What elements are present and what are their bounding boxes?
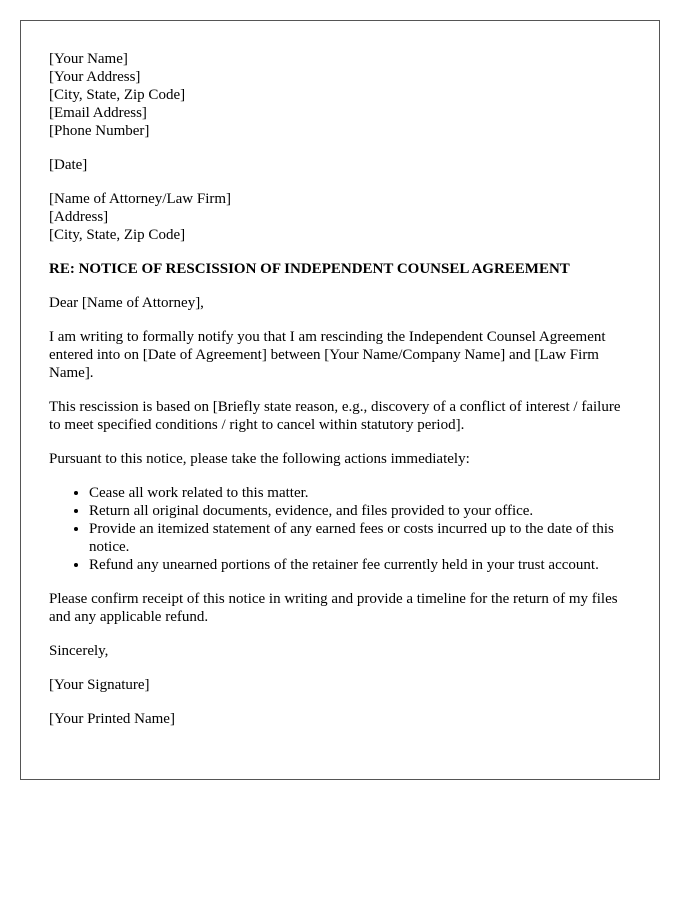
sender-phone: [Phone Number] <box>49 123 150 139</box>
recipient-block <box>49 190 631 244</box>
closing: Sincerely, <box>49 643 109 659</box>
recipient-city-state-zip: [City, State, Zip Code] <box>49 227 186 243</box>
sender-name: [Your Name] <box>49 51 128 67</box>
letter-date: [Date] <box>49 157 88 173</box>
actions-intro: Pursuant to this notice, please take the following actions immediately: <box>49 451 470 467</box>
subject-line: RE: NOTICE OF RESCISSION OF INDEPENDENT COUNSEL AGREEMENT <box>49 261 570 277</box>
printed-name: [Your Printed Name] <box>49 711 175 727</box>
body-paragraph-3: Please confirm receipt of this notice in writing and provide a timeline for the return of my files and any applicable refund. <box>49 591 618 625</box>
list-item: • Refund any unearned portions of the retainer fee currently held in your trust account. <box>89 556 631 574</box>
list-item: • Return all original documents, evidence, and files provided to your office. <box>89 502 631 520</box>
signature-placeholder: [Your Signature] <box>49 677 150 693</box>
letter-page <box>20 20 660 780</box>
date-block <box>49 156 631 174</box>
list-item: • Provide an itemized statement of any earned fees or costs incurred up to the date of this notice. <box>89 520 631 556</box>
sender-city-state-zip: [City, State, Zip Code] <box>49 87 186 103</box>
body-paragraph-1: I am writing to formally notify you that I am rescinding the Independent Counsel Agreement entered into on [Date of Agreement] between [Your Name/Company Name] and [Law Firm Name]. <box>49 329 606 381</box>
recipient-address: [Address] <box>49 209 109 225</box>
actions-list <box>49 484 631 574</box>
list-item: • Cease all work related to this matter. <box>89 484 631 502</box>
body-paragraph-2: This rescission is based on [Briefly state reason, e.g., discovery of a conflict of interest / failure to meet specified conditions / right to cancel within statutory period]. <box>49 399 621 433</box>
recipient-name: [Name of Attorney/Law Firm] <box>49 191 232 207</box>
salutation: Dear [Name of Attorney], <box>49 295 204 311</box>
sender-address: [Your Address] <box>49 69 141 85</box>
sender-email: [Email Address] <box>49 105 147 121</box>
sender-block <box>49 50 631 140</box>
